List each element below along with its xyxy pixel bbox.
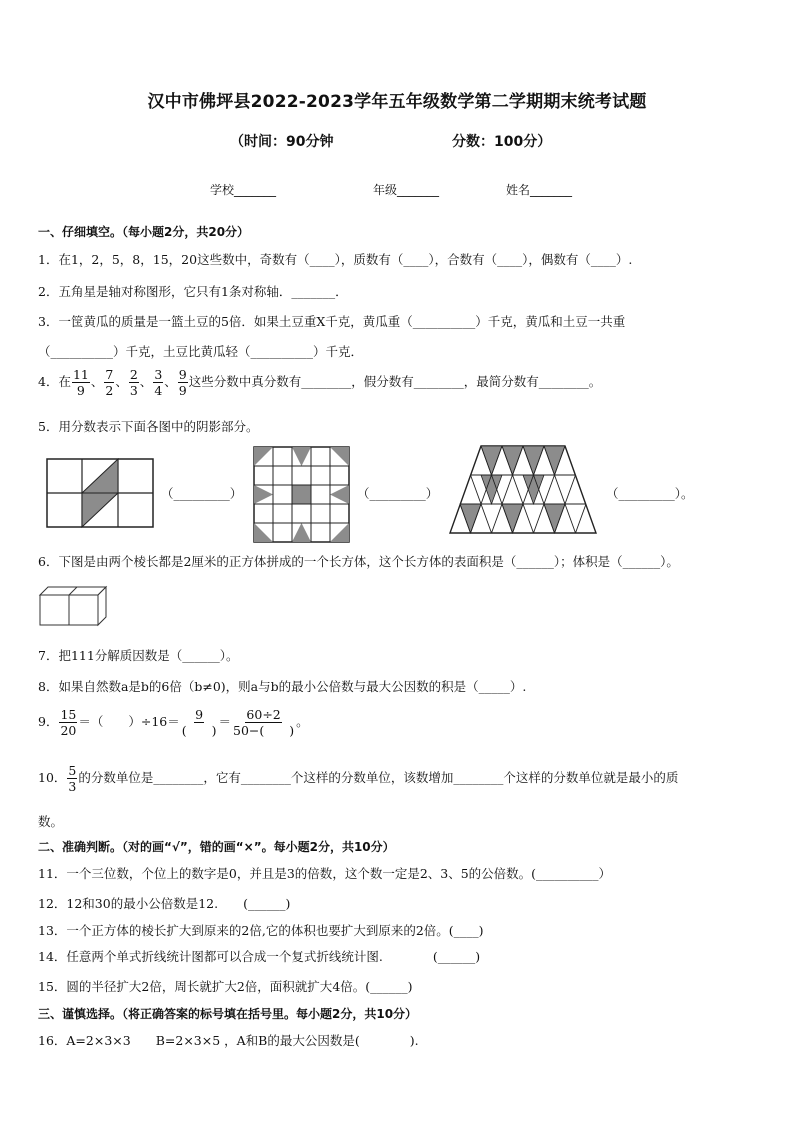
question-10-cont: 数。 <box>38 814 64 829</box>
question-3-line1: 3．一筐黄瓜的质量是一篮土豆的5倍．如果土豆重X千克，黄瓜重（__________）千克，黄瓜和土豆一共重 <box>38 314 626 329</box>
question-9: 9． $\frac{15}{20}$ ＝（ ）÷16＝ $\frac{9}{( )}$ ＝ $\frac{60\div 2}{50-( )}$ 。 <box>38 707 309 739</box>
fraction-5-3: $\frac{5}{3}$ <box>68 763 77 795</box>
figure-triangle-trapezoid <box>445 444 601 536</box>
score-label: 分数：100分） <box>452 134 552 150</box>
question-8: 8．如果自然数a是b的6倍（b≠0)，则a与b的最小公倍数与最大公因数的积是（_____）. <box>38 679 527 694</box>
figure-1-blank: （_________） <box>161 486 243 501</box>
fraction-60-50: $\frac{60\div 2}{50-( )}$ <box>233 707 295 739</box>
fraction-2-3: $\frac{2}{3}$ <box>129 367 138 399</box>
question-7: 7．把111分解质因数是（______）。 <box>38 648 239 663</box>
question-4: 4．在 $\frac{11}{9}$ 、 $\frac{7}{2}$ 、 $\frac{2}{3}$ 、 $\frac{3}{4}$ 、 $\frac{9}{9}$ 这些分数中真分数有________，假分数有________，最简分数有________。 <box>38 367 602 399</box>
question-6: 6．下图是由两个棱长都是2厘米的正方体拼成的一个长方体，这个长方体的表面积是（______）；体积是（______）。 <box>38 554 679 569</box>
name-field: 姓名_______ <box>506 183 573 197</box>
question-3-line2: （__________）千克，土豆比黄瓜轻（__________）千克． <box>38 344 364 359</box>
section-2-heading: 二、准确判断。（对的画“√”，错的画“×”。每小题2分，共10分） <box>38 840 395 854</box>
question-2: 2．五角星是轴对称图形，它只有1条对称轴．_______． <box>38 284 348 299</box>
figure-2-blank: （_________） <box>357 486 439 501</box>
figure-rectangle-grid <box>46 458 156 530</box>
question-16: 16．A=2×3×3 B=2×3×5 ，A和B的最大公因数是( ). <box>38 1033 419 1048</box>
question-12: 12．12和30的最小公倍数是12. (______) <box>38 896 291 911</box>
time-label: （时间：90分钟 <box>230 134 334 150</box>
q4-suffix: 这些分数中真分数有________，假分数有________，最简分数有________。 <box>188 374 602 390</box>
figure-two-cubes <box>38 585 110 627</box>
grade-field: 年级_______ <box>373 183 440 197</box>
question-10: 10． $\frac{5}{3}$ 的分数单位是________，它有________个这样的分数单位，该数增加________个这样的分数单位就是最小的质 <box>38 763 679 795</box>
figure-3-blank: （_________）。 <box>606 486 694 501</box>
page-title: 汉中市佛坪县2022-2023学年五年级数学第二学期期末统考试题 <box>147 92 647 112</box>
section-1-heading: 一、仔细填空。（每小题2分，共20分） <box>38 225 250 239</box>
school-field: 学校_______ <box>210 183 277 197</box>
question-14: 14．任意两个单式折线统计图都可以合成一个复式折线统计图. (______) <box>38 949 481 964</box>
fraction-11-9: $\frac{11}{9}$ <box>72 367 89 399</box>
section-3-heading: 三、谨慎选择。（将正确答案的标号填在括号里。每小题2分，共10分） <box>38 1007 418 1021</box>
question-5: 5．用分数表示下面各图中的阴影部分。 <box>38 419 259 434</box>
fraction-3-4: $\frac{3}{4}$ <box>154 367 163 399</box>
fraction-9-blank: $\frac{9}{( )}$ <box>181 707 217 739</box>
question-1: 1．在1，2，5，8，15，20这些数中，奇数有（____），质数有（____），合数有（____），偶数有（____）. <box>38 252 633 267</box>
question-15: 15．圆的半径扩大2倍，周长就扩大2倍，面积就扩大4倍。(______) <box>38 979 413 994</box>
fraction-9-9: $\frac{9}{9}$ <box>178 367 187 399</box>
question-11: 11．一个三位数，个位上的数字是0，并且是3的倍数，这个数一定是2、3、5的公倍数。(__________） <box>38 866 612 881</box>
figure-square-grid <box>253 446 351 544</box>
fraction-7-2: $\frac{7}{2}$ <box>105 367 114 399</box>
fraction-15-20: $\frac{15}{20}$ <box>60 707 77 739</box>
q4-prefix: 4．在 <box>38 374 71 390</box>
question-13: 13．一个正方体的棱长扩大到原来的2倍,它的体积也要扩大到原来的2倍。(____) <box>38 923 484 938</box>
